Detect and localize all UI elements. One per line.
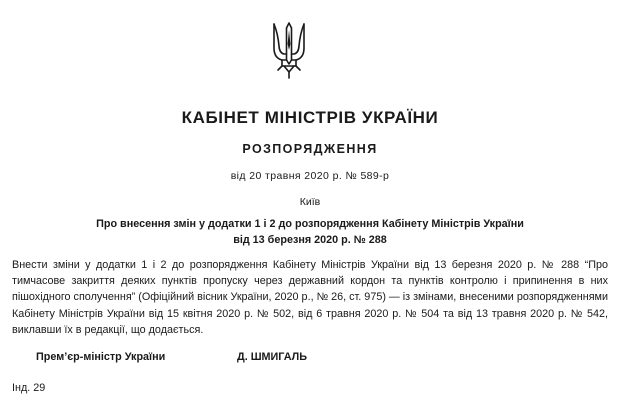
signatory-title: Прем’єр-міністр України bbox=[36, 351, 166, 363]
city: Київ bbox=[299, 196, 321, 208]
document-body: Внести зміни у додатки 1 і 2 до розпорядження Кабінету Міністрів України від 13 березня 2020 р. № 288 “Про тимчасове закриття деяких пунктів пропуску через державний кордон та пунктів контролю і припинення в них пішохідного сполучення” (Офіційний вісник України, 2020 р., № 26, ст. 975) — із змінами, внесеними розпорядженнями Кабінету Міністрів України від 15 квітня 2020 р. № 502, від 6 травня 2020 р. № 504 та від 13 травня 2020 р. № 542, виклавши їх в редакції, що додається. bbox=[12, 259, 608, 336]
trident-coat-of-arms-icon bbox=[270, 20, 308, 80]
document-type: РОЗПОРЯДЖЕННЯ bbox=[242, 142, 378, 156]
signatory-name: Д. ШМИГАЛЬ bbox=[237, 351, 308, 363]
document-index: Інд. 29 bbox=[12, 382, 46, 394]
document-date-number: від 20 травня 2020 р. № 589-р bbox=[230, 170, 390, 182]
organization-title: КАБІНЕТ МІНІСТРІВ УКРАЇНИ bbox=[181, 108, 439, 127]
document-subject: Про внесення змін у додатки 1 і 2 до розпорядження Кабінету Міністрів України від 13 березня 2020 р. № 288 bbox=[96, 218, 524, 246]
